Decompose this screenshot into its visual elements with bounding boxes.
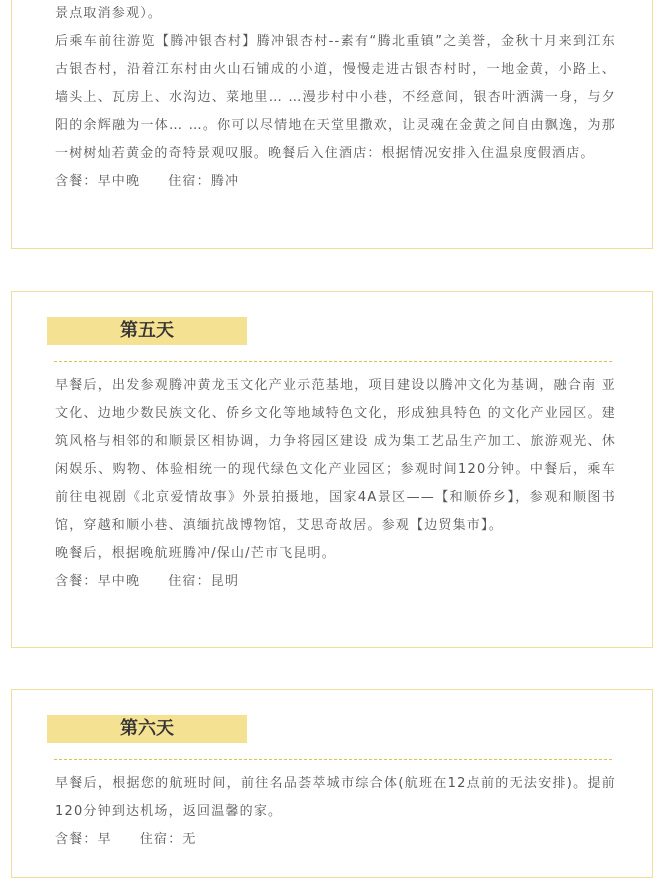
lodging-info: 住宿：腾冲 [168, 174, 240, 189]
meals-info: 含餐：早中晚 [55, 174, 141, 189]
lodging-info: 住宿：无 [139, 832, 197, 847]
day-title: 第五天 [47, 317, 247, 345]
day-title: 第六天 [47, 715, 247, 743]
day-content [55, 0, 616, 196]
itinerary-paragraph: 后乘车前往游览【腾冲银杏村】腾冲银杏村--素有“腾北重镇”之美誉，金秋十月来到江东古银杏村，沿着江东村由火山石铺成的小道，慢慢走进古银杏村时，一地金黄，小路上、墙头上、瓦房上、水沟边、菜地里… …漫步村中小巷，不经意间，银杏叶洒满一身，与夕阳的余辉融为一体… …。你可以尽情地在天堂里撒欢，让灵魂在金黄之间自由飘逸，为那一树树灿若黄金的奇特景观叹服。晚餐后入住酒店：根据情况安排入住温泉度假酒店。 [55, 34, 616, 161]
dashed-divider [54, 759, 612, 760]
itinerary-paragraph: 早餐后，出发参观腾冲黄龙玉文化产业示范基地，项目建设以腾冲文化为基调，融合南 亚文化、边地少数民族文化、侨乡文化等地域特色文化，形成独具特色 的文化产业园区。建筑风格与相邻的和顺景区相协调，力争将园区建设 成为集工艺品生产加工、旅游观光、休闲娱乐、购物、体验相统一的现代绿色文化产业园区；参观时间120分钟。中餐后，乘车前往电视剧《北京爱情故事》外景拍摄地，国家4A景区——【和顺侨乡】，参观和顺图书馆，穿越和顺小巷、滇缅抗战博物馆，艾思奇故居。参观【边贸集市】。 [55, 378, 616, 533]
meals-lodging-line [55, 568, 616, 596]
lodging-info: 住宿：昆明 [168, 574, 240, 589]
itinerary-paragraph: 晚餐后，根据晚航班腾冲/保山/芒市飞昆明。 [55, 546, 336, 561]
meals-lodging-line [55, 826, 616, 854]
dashed-divider [54, 361, 612, 362]
itinerary-paragraph: 早餐后，根据您的航班时间，前往名品荟萃城市综合体(航班在12点前的无法安排)。提前120分钟到达机场，返回温馨的家。 [55, 776, 616, 819]
day-content [55, 372, 616, 596]
meals-info: 含餐：早中晚 [55, 574, 141, 589]
itinerary-card-previous-day [11, 0, 653, 249]
itinerary-card-day6 [11, 689, 653, 878]
itinerary-paragraph: 景点取消参观）。 [55, 6, 163, 21]
itinerary-card-day5 [11, 291, 653, 648]
day-content [55, 770, 616, 854]
meals-lodging-line [55, 168, 616, 196]
meals-info: 含餐：早 [55, 832, 112, 847]
